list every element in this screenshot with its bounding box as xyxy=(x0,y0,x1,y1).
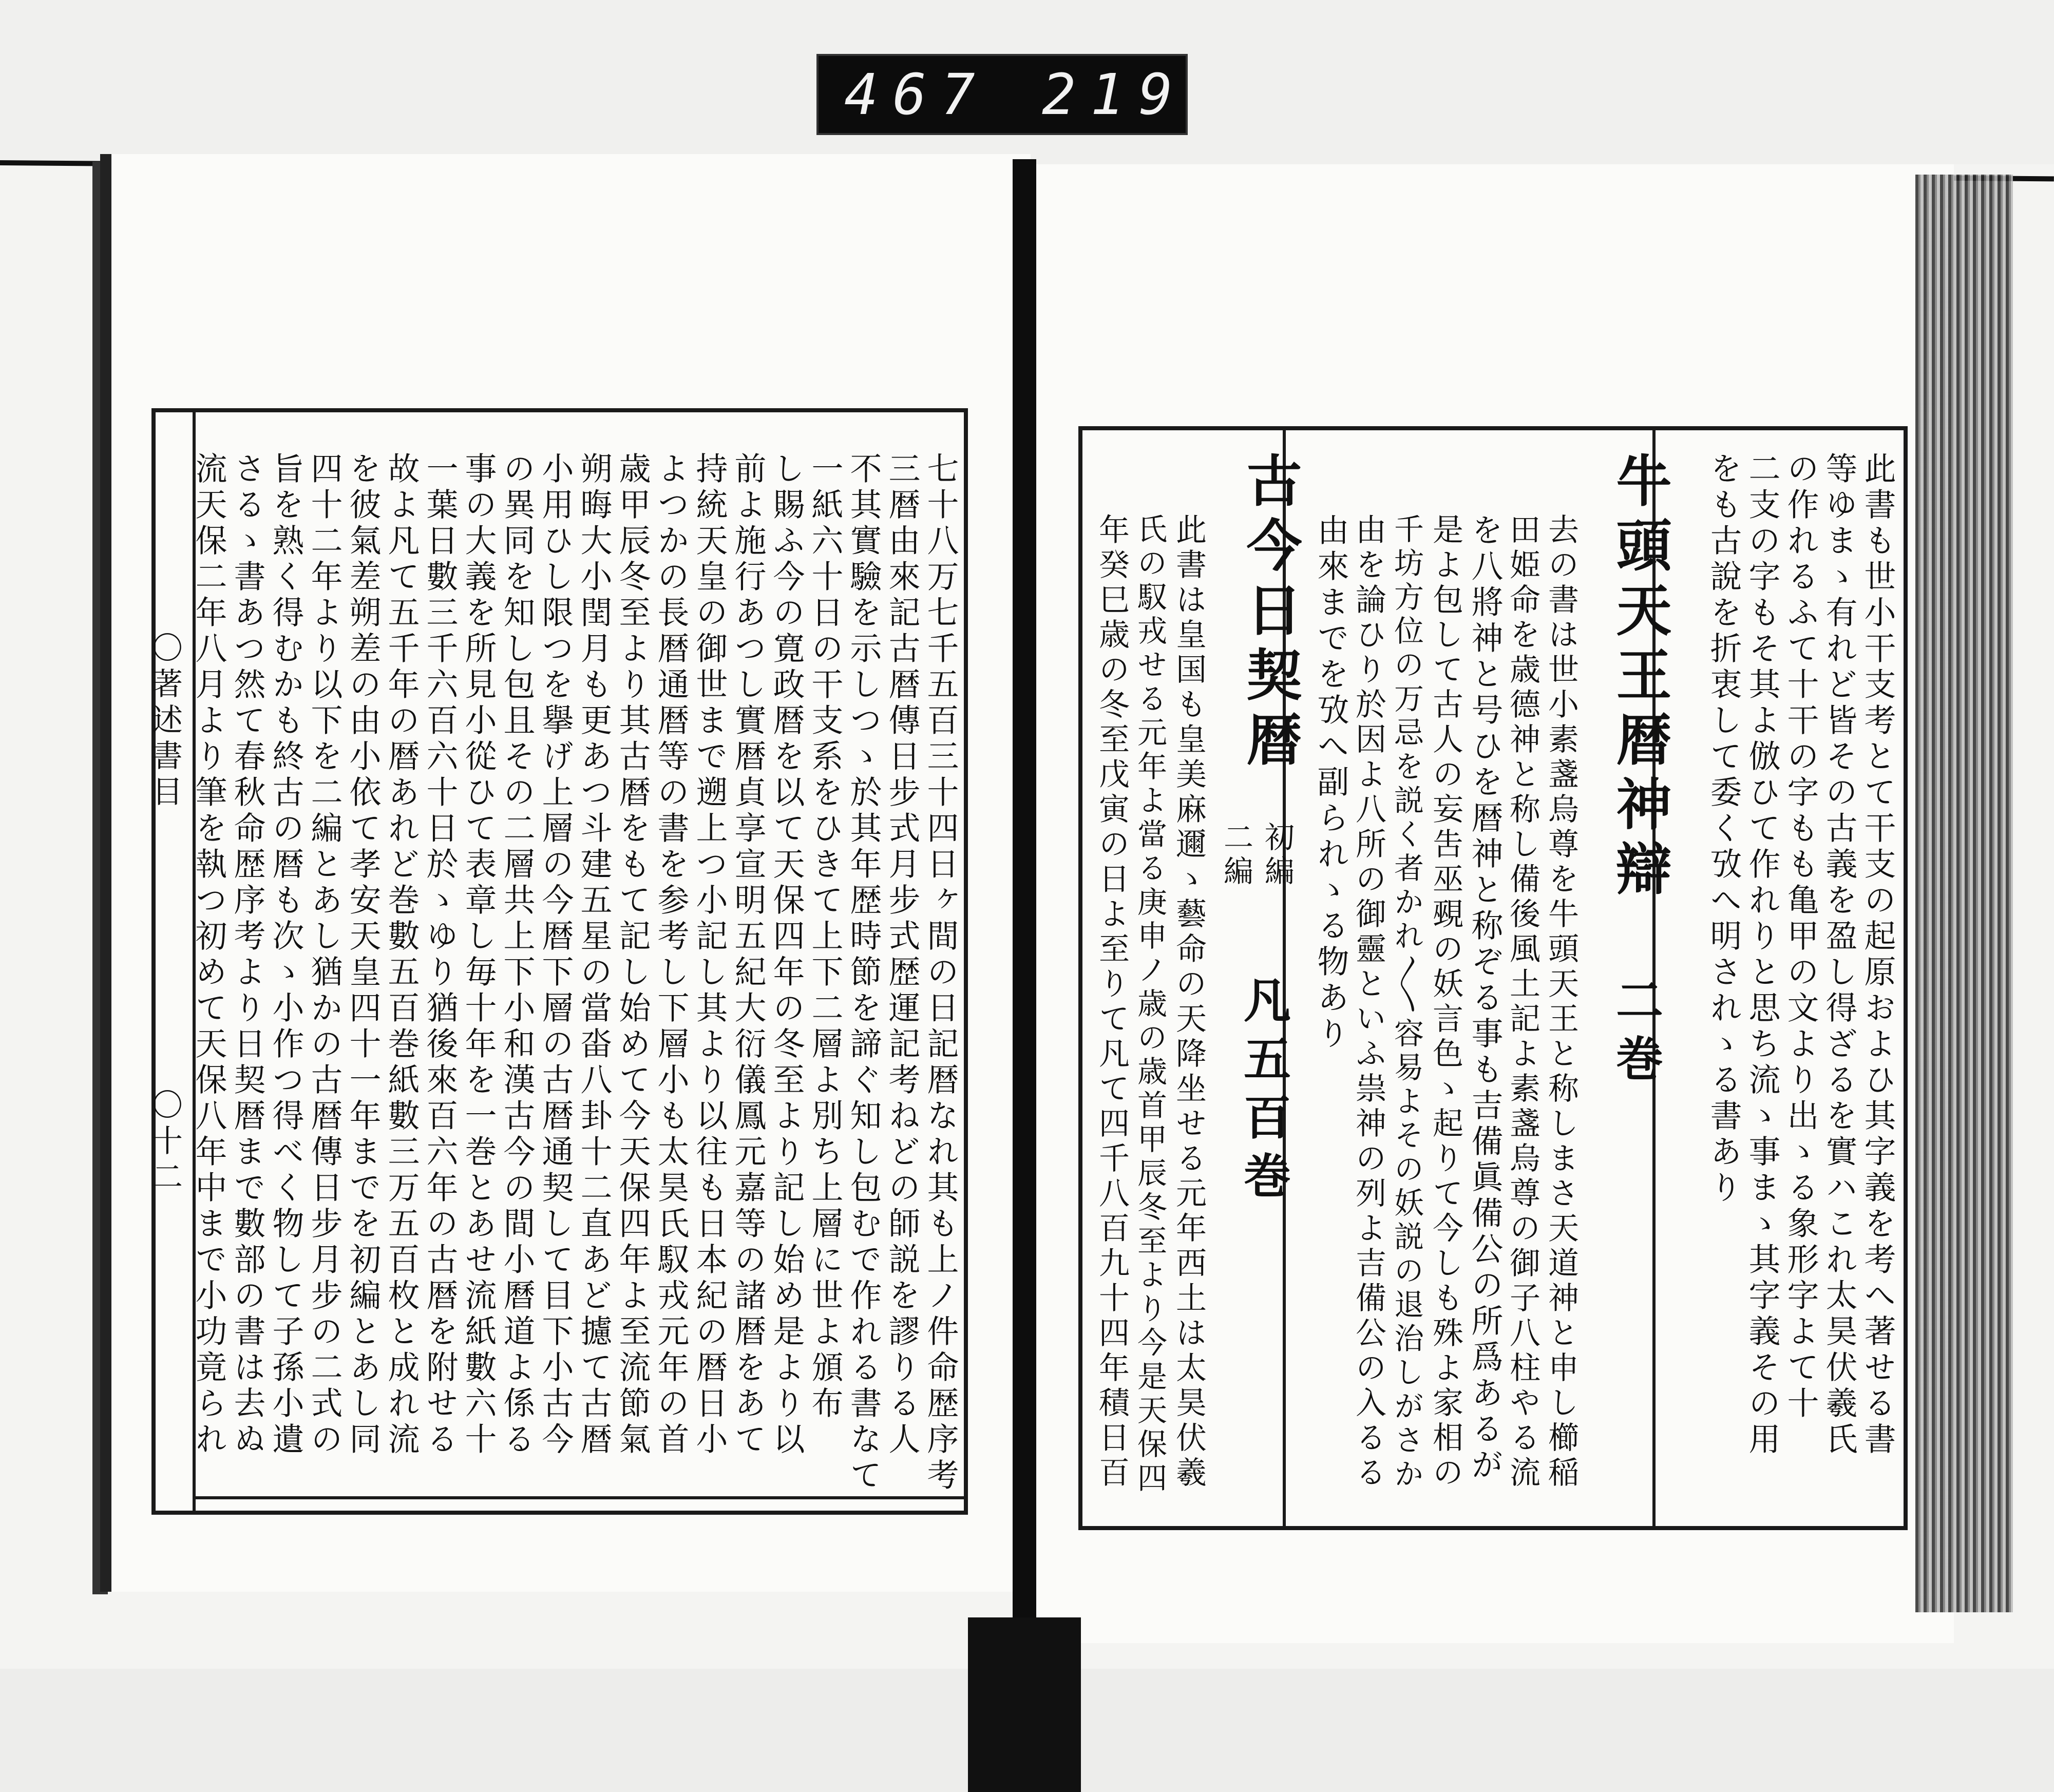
text-column: 前よ施行あつし實暦貞享宣明五紀大衍儀鳳元嘉等の諸暦をあて xyxy=(729,452,767,1458)
edition-label: 二編 xyxy=(1219,822,1253,889)
text-column: 事の大義を所見小從ひて表章し毎十年を一巻とあせ流紙數六十 xyxy=(460,452,497,1458)
book-title: 牛頭天王暦神辯 xyxy=(1607,452,1671,905)
reel-number: 467 xyxy=(844,62,990,127)
text-column: 故よ凡て五千年の暦あれど巻數五百巻紙數三万五百枚と成れ流 xyxy=(383,452,420,1458)
text-column: 四十二年より以下を二編とあし猶かの古暦傳日步月步の二式の xyxy=(306,452,343,1458)
text-column: さるゝ書あつ然て春秋命歴序考より日契暦まで數部の書は去ぬ xyxy=(229,452,266,1458)
text-column: 由を論ひり於因よ八所の御靈といふ祟神の列よ吉備公の入るる xyxy=(1351,513,1386,1491)
film-frame-label xyxy=(816,54,1188,135)
text-column: 等ゆまゝ有れど皆その古義を盈し得ざるを實ハこれ太昊伏羲氏 xyxy=(1820,452,1858,1458)
text-column: 七十八万七千五百三十四日ヶ間の日記暦なれ其も上ノ件命歴序考 xyxy=(922,452,959,1494)
text-column: 年癸巳歳の冬至戊寅の日よ至りて凡て四千八百九十四年積日百 xyxy=(1094,513,1130,1491)
text-column: 朔晦大小閏月も更あつ斗建五星の當畓八卦十二直あど攄て古暦 xyxy=(575,452,613,1458)
section-header: 〇著述書目 xyxy=(147,632,183,811)
text-column: を八將神と号ひを暦神と称ぞる事も吉備眞備公の所爲あるが xyxy=(1466,513,1504,1484)
right-page-stack-edge xyxy=(1915,175,2013,1612)
text-column: 小用ひし限つを擧げ上層の今暦下層の古暦通契して目下小古今 xyxy=(537,452,574,1458)
text-column: 持統天皇の御世まで遡上つ小記し其より以往も日本紀の暦日小 xyxy=(691,452,728,1458)
text-column: 歳甲辰冬至より其古暦をもて記し始めて今天保四年よ至流節氣 xyxy=(614,452,651,1458)
text-column: 不其實驗を示しつゝ於其年歴時節を諦ぐ知し包むで作れる書なて xyxy=(845,452,882,1494)
text-column: 一葉日數三千六百六十日於ゝゆり猶後來百六年の古暦を附せる xyxy=(421,452,459,1458)
text-column: をも古說を折衷して委く攷へ明されゝる書あり xyxy=(1705,452,1742,1207)
text-column: 氏の馭戎せる元年よ當る庚申ノ歳の歳首甲辰冬至より今是天保四 xyxy=(1132,513,1167,1496)
book-spine-gutter xyxy=(1013,159,1036,1617)
edition-label: 初編 xyxy=(1260,822,1295,889)
text-column: 田姫命を歳德神と称し備後風土記よ素盞烏尊の御子八柱やる流 xyxy=(1505,513,1540,1491)
text-column: の異同を知し包且その二層共上下小和漢古今の間小曆道よ係る xyxy=(498,452,536,1458)
text-column: 旨を熟く得むかも終古の暦も次ゝ小作つ得べく物して子孫小遺 xyxy=(267,452,305,1458)
text-column: 是よ包して古人の妄吿巫覡の妖言色ゝ起りて今しも殊よ家相の xyxy=(1428,513,1463,1491)
text-column: 千坊方位の万忌を説く者かれ〳〵容易よその妖説の退治しがさか xyxy=(1389,513,1424,1492)
text-column: 由來までを攷へ副られゝる物あり xyxy=(1312,513,1349,1053)
text-column: の作れるふて十干の字もも亀甲の文より出ゝる象形字よて十 xyxy=(1782,452,1819,1422)
text-column: よつかの長暦通暦等の書を参考し下層小も太昊氏馭戎元年の首 xyxy=(652,452,690,1458)
text-column: し賜ふ今の寛政暦を以て天保四年の冬至より記し始め是より以 xyxy=(768,452,805,1458)
page-number: 〇十二 xyxy=(147,1089,183,1196)
text-column: 流天保二年八月より筆を執つ初めて天保八年中まで小功竟られ xyxy=(190,452,227,1458)
book-spine-foot xyxy=(968,1617,1081,1792)
volume-count: 二巻 xyxy=(1608,976,1664,1093)
text-column: 三暦由來記古暦傳日步式月步式歴運記考ねどの師説を謬りる人 xyxy=(883,452,921,1458)
text-column: を彼氣差朔差の由小依て孝安天皇四十一年までを初編とあし同 xyxy=(344,452,382,1458)
text-column: 二支の字もそ其よ倣ひて作れりと思ち流ゝ事まゝ其字義その用 xyxy=(1743,452,1781,1458)
text-column: 去の書は世小素盞烏尊を牛頭天王と称しまさ天道神と申し櫛稲 xyxy=(1543,513,1579,1491)
book-title: 古今日契暦 xyxy=(1237,452,1302,775)
frame-number: 219 xyxy=(1042,62,1187,127)
left-bottom-rule xyxy=(193,1496,964,1499)
volume-count: 凡五百巻 xyxy=(1236,976,1291,1210)
text-column: 一紙六十日の干支系をひきて上下二層よ別ち上層に世よ頒布 xyxy=(806,452,844,1422)
text-column: 此書も世小干支考とて干支の起原およひ其字義を考へ著せる書 xyxy=(1859,452,1896,1458)
text-column: 此書は皇国も皇美麻邇ゝ藝命の天降坐せる元年西土は太昊伏羲 xyxy=(1171,513,1207,1491)
